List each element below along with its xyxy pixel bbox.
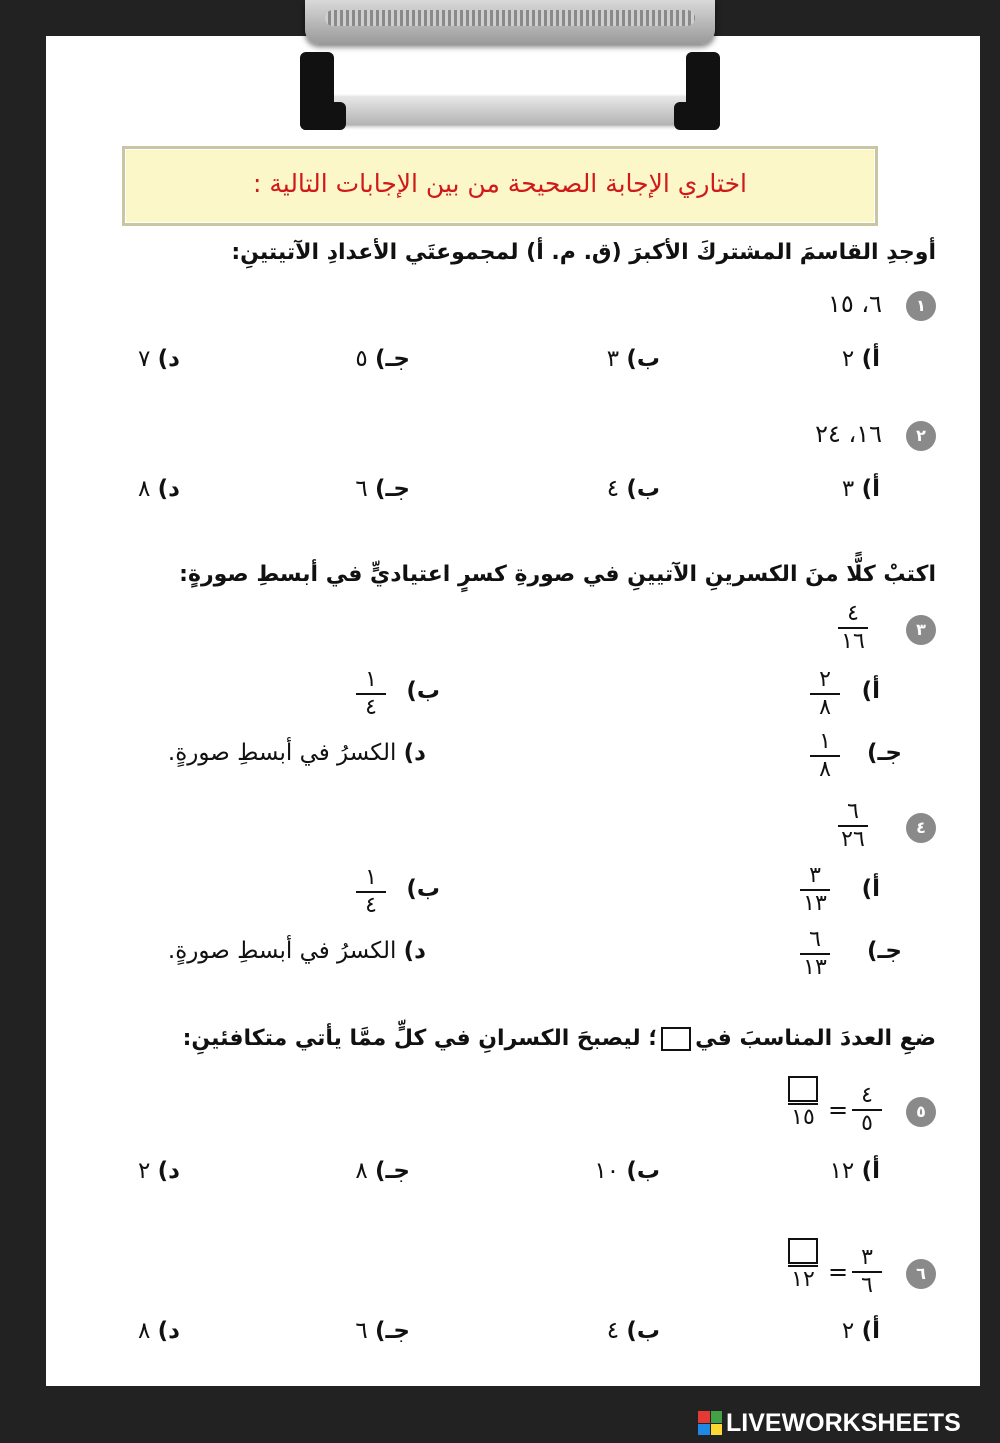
- q6-number: ٦: [906, 1259, 936, 1289]
- section2-instruction: اكتبْ كلًّا منَ الكسرينِ الآتيينِ في صورةِ كسرٍ اعتياديٍّ في أبسطِ صورةٍ:: [179, 562, 936, 587]
- liveworksheets-logo-icon: [698, 1411, 722, 1435]
- q3-fraction: ٤ ١٦: [838, 602, 868, 654]
- q2-option-d[interactable]: د) ٨: [138, 476, 180, 502]
- clip-bar: [300, 52, 720, 134]
- q2-text: ١٦، ٢٤: [815, 420, 882, 448]
- q6-right-fraction: ١٢: [788, 1238, 818, 1292]
- q6-answer-box[interactable]: [788, 1238, 818, 1264]
- q6-option-d[interactable]: د) ٨: [138, 1318, 180, 1344]
- q6-equals: =: [828, 1258, 849, 1286]
- q5-left-fraction: ٤ ٥: [852, 1084, 882, 1136]
- q4-option-b-label[interactable]: ب): [406, 876, 440, 902]
- q4-option-d[interactable]: د) الكسرُ في أبسطِ صورةٍ.: [167, 938, 426, 964]
- q2-option-c[interactable]: جـ) ٦: [355, 476, 410, 502]
- q3-option-c-label[interactable]: جـ): [867, 740, 902, 766]
- q1-option-a[interactable]: أ) ٢: [841, 346, 880, 372]
- brand-text: LIVEWORKSHEETS: [726, 1408, 961, 1437]
- q5-option-d[interactable]: د) ٢: [138, 1158, 180, 1184]
- q5-equals: =: [828, 1096, 849, 1124]
- q6-option-c[interactable]: جـ) ٦: [355, 1318, 410, 1344]
- q4-option-c-label[interactable]: جـ): [867, 938, 902, 964]
- q2-option-a[interactable]: أ) ٣: [841, 476, 880, 502]
- q1-option-c[interactable]: جـ) ٥: [355, 346, 410, 372]
- instruction-banner: [122, 146, 878, 226]
- q1-number: ١: [906, 291, 936, 321]
- clip-spring: [305, 0, 715, 44]
- q3-option-c-fraction: ١ ٨: [810, 730, 840, 782]
- q5-option-a[interactable]: أ) ١٢: [829, 1158, 880, 1184]
- q2-number: ٢: [906, 421, 936, 451]
- blank-box-icon: [661, 1027, 691, 1051]
- q3-option-d[interactable]: د) الكسرُ في أبسطِ صورةٍ.: [167, 740, 426, 766]
- q6-left-fraction: ٣ ٦: [852, 1246, 882, 1298]
- liveworksheets-footer: [698, 1408, 961, 1438]
- q4-option-a-label[interactable]: أ): [861, 876, 880, 902]
- q5-answer-box[interactable]: [788, 1076, 818, 1102]
- q4-option-a-fraction: ٣ ١٣: [800, 864, 830, 916]
- q5-option-b[interactable]: ب) ١٠: [594, 1158, 660, 1184]
- q3-option-a-fraction: ٢ ٨: [810, 668, 840, 720]
- q5-number: ٥: [906, 1097, 936, 1127]
- q3-number: ٣: [906, 615, 936, 645]
- banner-title: اختاري الإجابة الصحيحة من بين الإجابات التالية :: [253, 169, 747, 198]
- q3-option-b-label[interactable]: ب): [406, 678, 440, 704]
- q1-text: ٦، ١٥: [827, 290, 882, 318]
- q1-option-b[interactable]: ب) ٣: [606, 346, 660, 372]
- q4-fraction: ٦ ٢٦: [838, 800, 868, 852]
- q2-option-b[interactable]: ب) ٤: [606, 476, 660, 502]
- q6-option-a[interactable]: أ) ٢: [841, 1318, 880, 1344]
- section1-instruction: أوجدِ القاسمَ المشتركَ الأكبرَ (ق. م. أ) لمجموعتَي الأعدادِ الآتيتينِ:: [231, 240, 936, 265]
- q6-option-b[interactable]: ب) ٤: [606, 1318, 660, 1344]
- q3-option-b-fraction: ١ ٤: [356, 668, 386, 720]
- q4-number: ٤: [906, 813, 936, 843]
- q4-option-b-fraction: ١ ٤: [356, 866, 386, 918]
- q3-option-a-label[interactable]: أ): [861, 678, 880, 704]
- q4-option-c-fraction: ٦ ١٣: [800, 928, 830, 980]
- q1-option-d[interactable]: د) ٧: [138, 346, 180, 372]
- section3-instruction: ضعِ العددَ المناسبَ في؛ ليصبحَ الكسرانِ في كلٍّ ممَّا يأتي متكافئينِ:: [182, 1026, 936, 1051]
- q5-option-c[interactable]: جـ) ٨: [355, 1158, 410, 1184]
- q5-right-fraction: ١٥: [788, 1076, 818, 1130]
